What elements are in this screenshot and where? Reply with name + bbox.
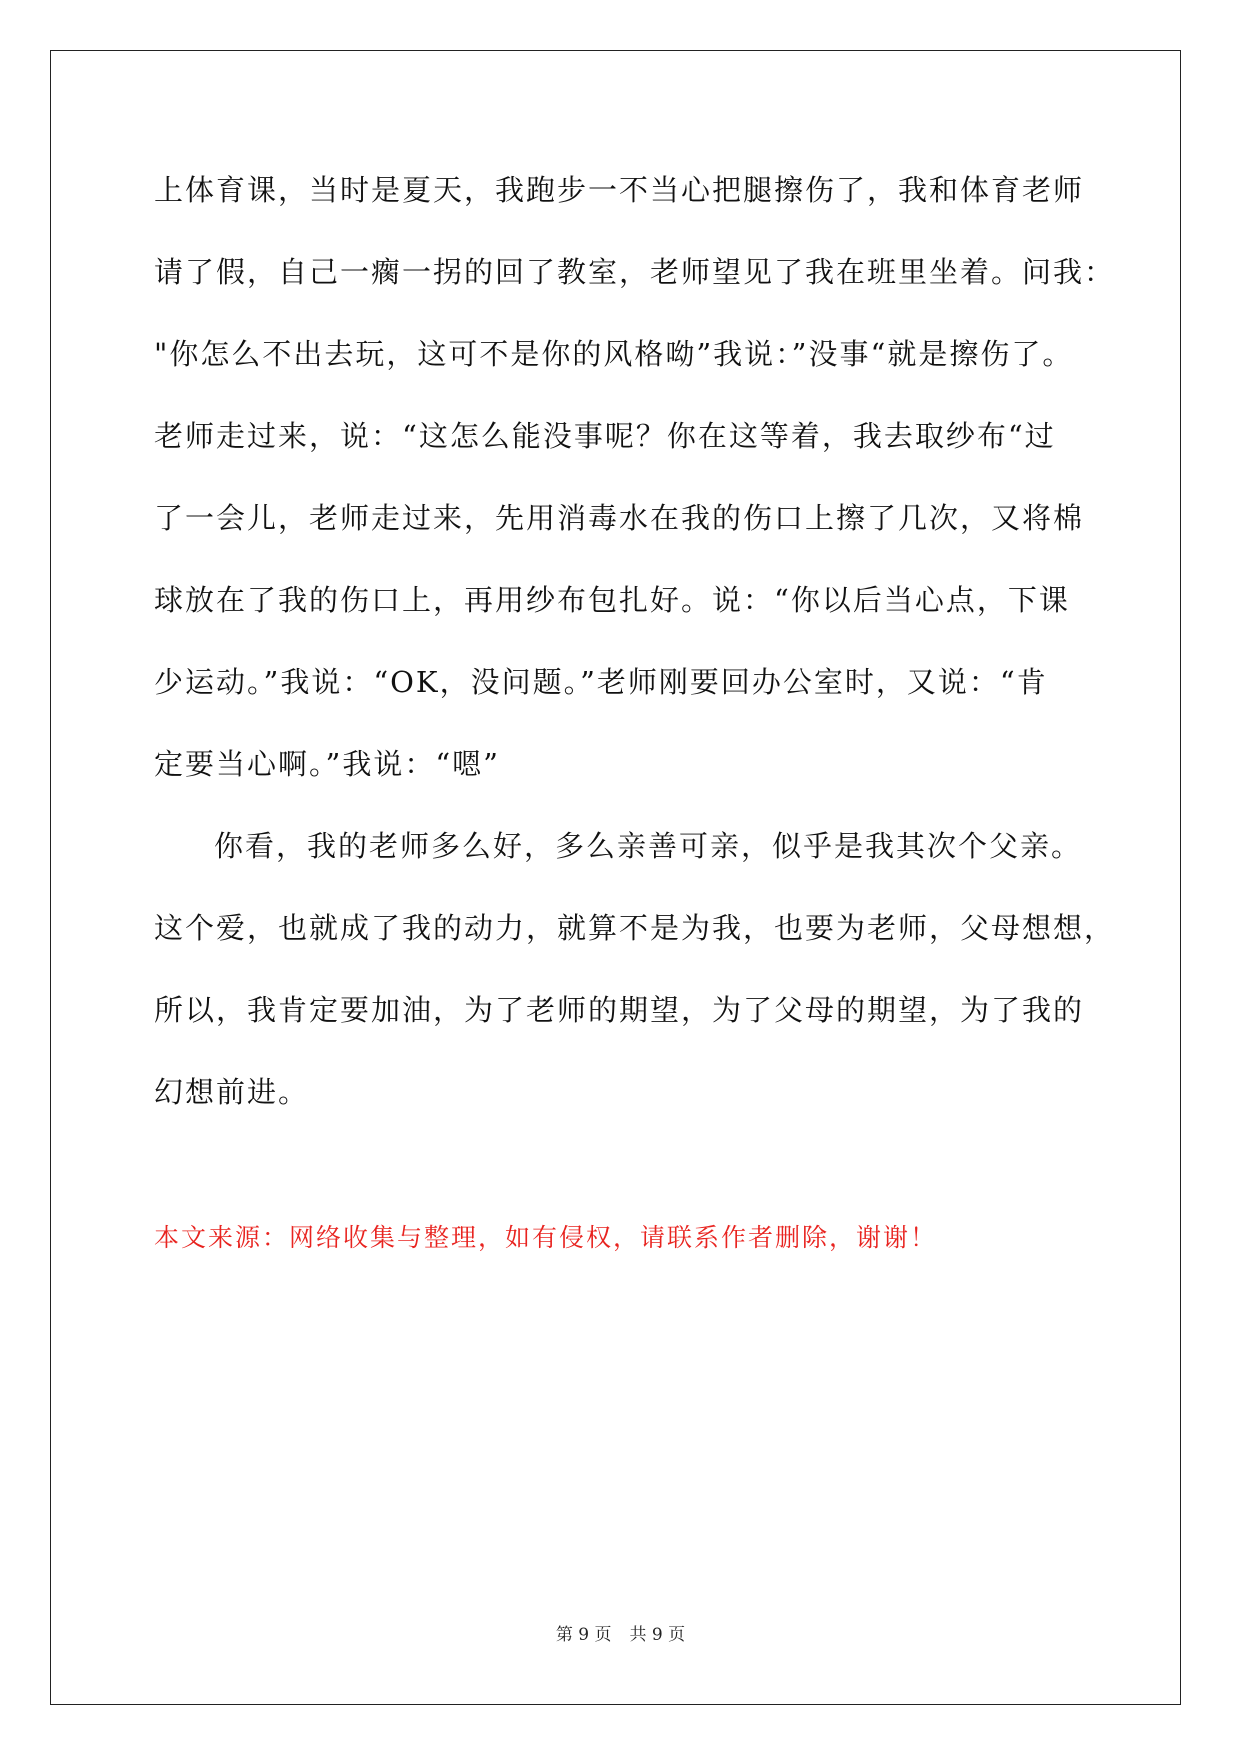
- text-line: 定要当心啊。”我说：“嗯”: [154, 747, 500, 781]
- document-body: [154, 162, 1116, 1146]
- text-line: 球放在了我的伤口上，再用纱布包扎好。说：“你以后当心点，下课: [154, 583, 1070, 617]
- source-note: 本文来源：网络收集与整理，如有侵权，请联系作者删除，谢谢！: [154, 1223, 938, 1252]
- text-line: 老师走过来，说：“这怎么能没事呢？你在这等着，我去取纱布“过: [154, 419, 1056, 453]
- page-footer: [0, 1620, 1241, 1645]
- text-line: "你怎么不出去玩，这可不是你的风格呦”我说：”没事“就是擦伤了。: [154, 337, 1074, 371]
- text-line: 请了假，自己一瘸一拐的回了教室，老师望见了我在班里坐着。问我：: [154, 255, 1116, 289]
- text-line: 你看，我的老师多么好，多么亲善可亲，似乎是我其次个父亲。: [214, 829, 1083, 863]
- text-line: 上体育课，当时是夏天，我跑步一不当心把腿擦伤了，我和体育老师: [154, 173, 1085, 207]
- text-line: 这个爱，也就成了我的动力，就算不是为我，也要为老师，父母想想，: [154, 911, 1116, 945]
- total-pages: 共 9 页: [629, 1625, 686, 1645]
- text-line: 了一会儿，老师走过来，先用消毒水在我的伤口上擦了几次，又将棉: [154, 501, 1085, 535]
- text-line: 幻想前进。: [154, 1075, 310, 1109]
- text-line: 所以，我肯定要加油，为了老师的期望，为了父母的期望，为了我的: [154, 993, 1085, 1027]
- text-line: 少运动。”我说：“OK，没问题。”老师刚要回办公室时，又说：“肯: [154, 665, 1048, 699]
- current-page-number: 第 9 页: [555, 1625, 612, 1645]
